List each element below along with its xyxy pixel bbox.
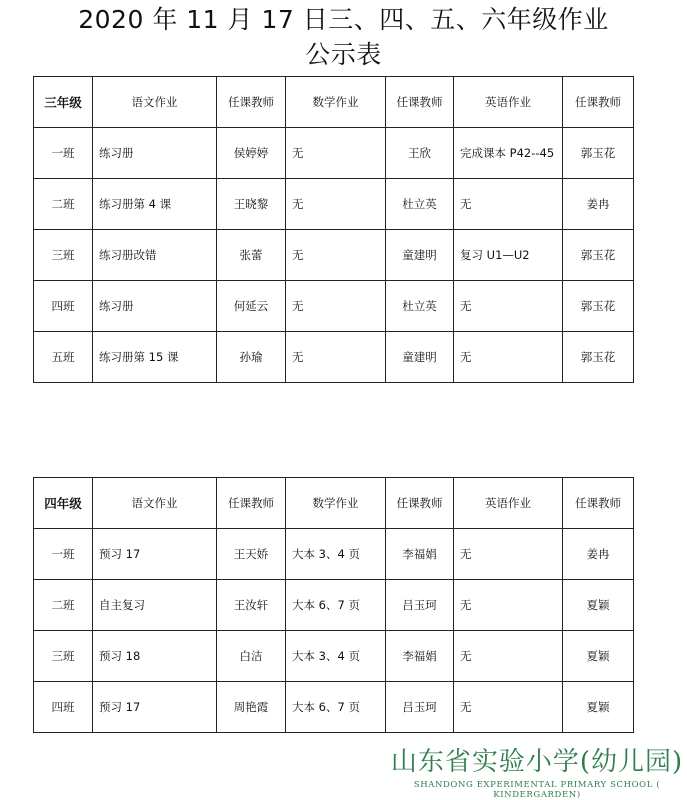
header-teacher: 任课教师 bbox=[217, 478, 286, 529]
class-cell: 四班 bbox=[34, 281, 93, 332]
page-subtitle: 公示表 bbox=[305, 40, 382, 69]
header-math-homework: 数学作业 bbox=[286, 77, 386, 128]
teacher-cell: 姜冉 bbox=[563, 529, 634, 580]
header-english-homework: 英语作业 bbox=[454, 77, 563, 128]
class-cell: 三班 bbox=[34, 631, 93, 682]
table-row bbox=[34, 682, 634, 733]
teacher-cell: 郭玉花 bbox=[563, 128, 634, 179]
teacher-cell: 王天娇 bbox=[217, 529, 286, 580]
chinese-homework-cell: 预习 18 bbox=[93, 631, 217, 682]
header-english-homework: 英语作业 bbox=[454, 478, 563, 529]
school-logo-chinese-name: 山东省实验小学(幼儿园) bbox=[390, 747, 684, 777]
teacher-cell: 王汝轩 bbox=[217, 580, 286, 631]
class-cell: 五班 bbox=[34, 332, 93, 383]
english-homework-cell: 无 bbox=[454, 332, 563, 383]
school-logo bbox=[388, 746, 686, 798]
chinese-homework-cell: 练习册改错 bbox=[93, 230, 217, 281]
class-cell: 二班 bbox=[34, 179, 93, 230]
teacher-cell: 夏颖 bbox=[563, 682, 634, 733]
table-row bbox=[34, 580, 634, 631]
math-homework-cell: 无 bbox=[286, 332, 386, 383]
header-teacher: 任课教师 bbox=[386, 77, 454, 128]
class-cell: 一班 bbox=[34, 128, 93, 179]
table-row bbox=[34, 631, 634, 682]
math-homework-cell: 大本 3、4 页 bbox=[286, 631, 386, 682]
page-title: 2020 年 11 月 17 日三、四、五、六年级作业 bbox=[78, 5, 609, 34]
english-homework-cell: 无 bbox=[454, 682, 563, 733]
teacher-cell: 吕玉珂 bbox=[386, 580, 454, 631]
math-homework-cell: 大本 6、7 页 bbox=[286, 682, 386, 733]
teacher-cell: 张蕾 bbox=[217, 230, 286, 281]
teacher-cell: 李福娟 bbox=[386, 529, 454, 580]
chinese-homework-cell: 自主复习 bbox=[93, 580, 217, 631]
grade4-homework-table bbox=[33, 477, 634, 733]
english-homework-cell: 完成课本 P42--45 bbox=[454, 128, 563, 179]
teacher-cell: 夏颖 bbox=[563, 631, 634, 682]
teacher-cell: 吕玉珂 bbox=[386, 682, 454, 733]
teacher-cell: 何延云 bbox=[217, 281, 286, 332]
teacher-cell: 王晓黎 bbox=[217, 179, 286, 230]
grade3-homework-table bbox=[33, 76, 634, 383]
chinese-homework-cell: 练习册第 15 课 bbox=[93, 332, 217, 383]
math-homework-cell: 无 bbox=[286, 128, 386, 179]
teacher-cell: 郭玉花 bbox=[563, 230, 634, 281]
english-homework-cell: 无 bbox=[454, 631, 563, 682]
table-row bbox=[34, 332, 634, 383]
table-row bbox=[34, 230, 634, 281]
teacher-cell: 王欣 bbox=[386, 128, 454, 179]
table-row bbox=[34, 128, 634, 179]
table-header-row bbox=[34, 77, 634, 128]
teacher-cell: 杜立英 bbox=[386, 281, 454, 332]
teacher-cell: 夏颖 bbox=[563, 580, 634, 631]
class-cell: 三班 bbox=[34, 230, 93, 281]
teacher-cell: 杜立英 bbox=[386, 179, 454, 230]
header-chinese-homework: 语文作业 bbox=[93, 478, 217, 529]
class-cell: 二班 bbox=[34, 580, 93, 631]
table-row bbox=[34, 281, 634, 332]
teacher-cell: 姜冉 bbox=[563, 179, 634, 230]
header-teacher: 任课教师 bbox=[217, 77, 286, 128]
math-homework-cell: 无 bbox=[286, 281, 386, 332]
header-teacher: 任课教师 bbox=[563, 77, 634, 128]
teacher-cell: 李福娟 bbox=[386, 631, 454, 682]
class-cell: 一班 bbox=[34, 529, 93, 580]
header-teacher: 任课教师 bbox=[386, 478, 454, 529]
teacher-cell: 白洁 bbox=[217, 631, 286, 682]
header-chinese-homework: 语文作业 bbox=[93, 77, 217, 128]
class-cell: 四班 bbox=[34, 682, 93, 733]
teacher-cell: 童建明 bbox=[386, 230, 454, 281]
chinese-homework-cell: 练习册第 4 课 bbox=[93, 179, 217, 230]
teacher-cell: 侯婷婷 bbox=[217, 128, 286, 179]
header-grade: 三年级 bbox=[34, 77, 93, 128]
chinese-homework-cell: 练习册 bbox=[93, 281, 217, 332]
math-homework-cell: 大本 3、4 页 bbox=[286, 529, 386, 580]
english-homework-cell: 无 bbox=[454, 281, 563, 332]
english-homework-cell: 复习 U1—U2 bbox=[454, 230, 563, 281]
teacher-cell: 童建明 bbox=[386, 332, 454, 383]
english-homework-cell: 无 bbox=[454, 529, 563, 580]
teacher-cell: 郭玉花 bbox=[563, 281, 634, 332]
school-logo-english-name: SHANDONG EXPERIMENTAL PRIMARY SCHOOL ( KINDERGARDEN) bbox=[413, 780, 661, 800]
header-grade: 四年级 bbox=[34, 478, 93, 529]
math-homework-cell: 无 bbox=[286, 179, 386, 230]
teacher-cell: 郭玉花 bbox=[563, 332, 634, 383]
teacher-cell: 周艳霞 bbox=[217, 682, 286, 733]
english-homework-cell: 无 bbox=[454, 179, 563, 230]
table-header-row bbox=[34, 478, 634, 529]
english-homework-cell: 无 bbox=[454, 580, 563, 631]
table-row bbox=[34, 529, 634, 580]
math-homework-cell: 无 bbox=[286, 230, 386, 281]
chinese-homework-cell: 预习 17 bbox=[93, 529, 217, 580]
table-row bbox=[34, 179, 634, 230]
teacher-cell: 孙瑜 bbox=[217, 332, 286, 383]
chinese-homework-cell: 练习册 bbox=[93, 128, 217, 179]
math-homework-cell: 大本 6、7 页 bbox=[286, 580, 386, 631]
header-teacher: 任课教师 bbox=[563, 478, 634, 529]
header-math-homework: 数学作业 bbox=[286, 478, 386, 529]
chinese-homework-cell: 预习 17 bbox=[93, 682, 217, 733]
